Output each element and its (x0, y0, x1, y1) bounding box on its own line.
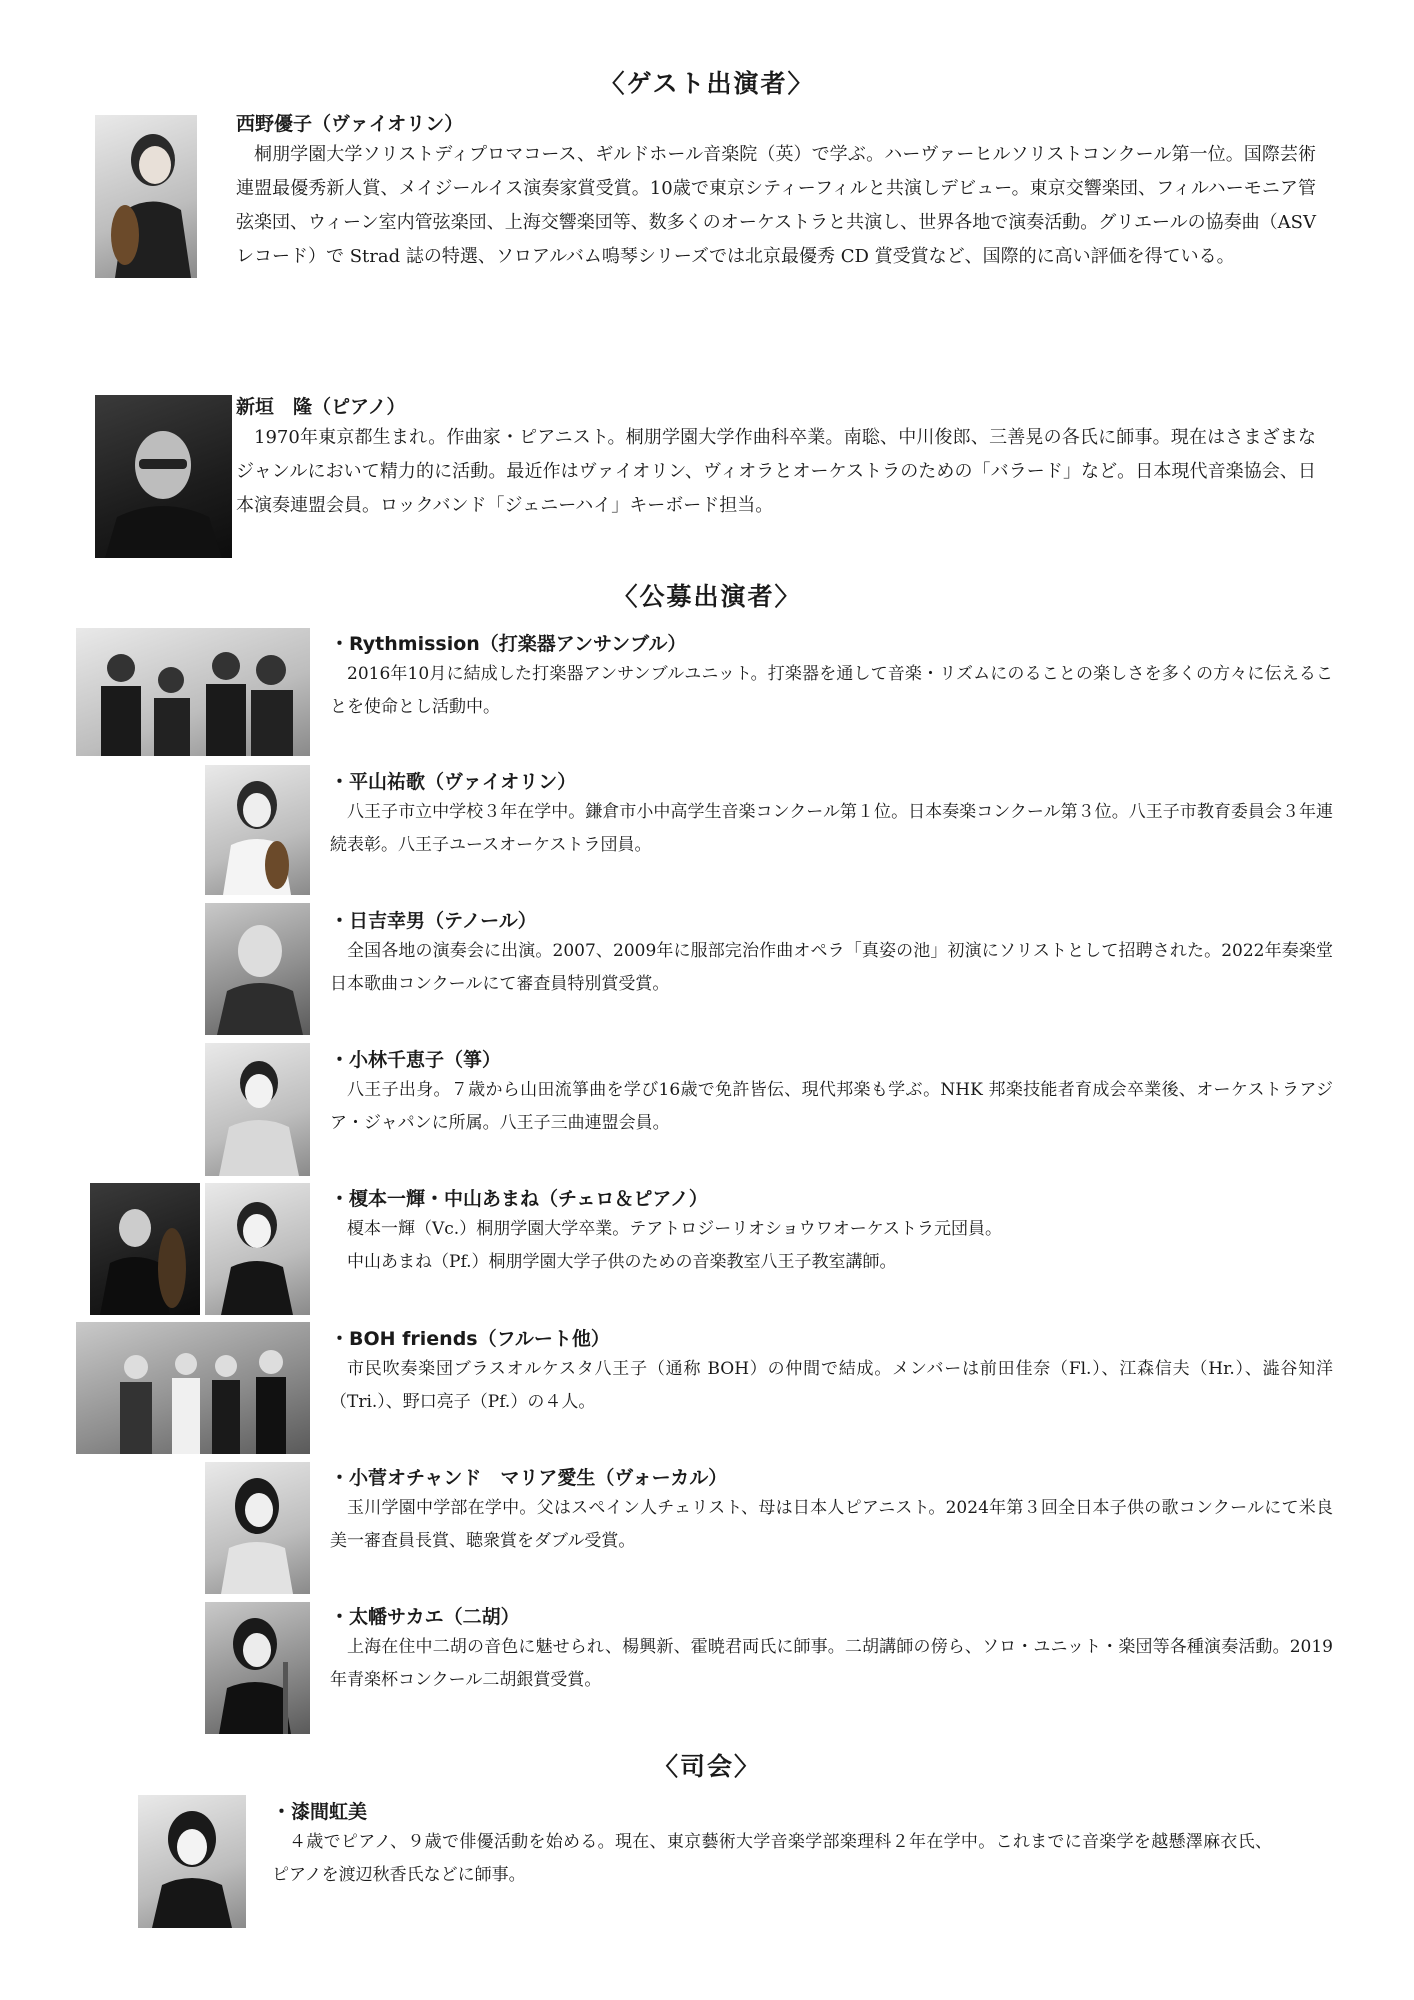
portrait-photo-urushima (138, 1795, 246, 1928)
section-title-mc: 〈司会〉 (652, 1752, 761, 1781)
performer-name: ・榎本一輝・中山あまね（チェロ＆ピアノ） (330, 1188, 708, 1210)
portrait-photo-nishino (95, 115, 197, 278)
performer-bio: 全国各地の演奏会に出演。2007、2009年に服部完治作曲オペラ「真姿の池」初演にソリストとして招聘された。2022年奏楽堂日本歌曲コンクールにて審査員特別賞受賞。 (330, 941, 1333, 994)
performer-bio: 市民吹奏楽団ブラスオルケスタ八王子（通称 BOH）の仲間で結成。メンバーは前田佳奈（Fl.）、江森信夫（Hr.）、澁谷知洋（Tri.）、野口亮子（Pf.）の４人。 (330, 1359, 1333, 1412)
portrait-photo-kosuge (205, 1462, 310, 1594)
guest-entry-nishino (236, 110, 1316, 274)
portrait-photo-hiyoshi (205, 903, 310, 1035)
performer-bio: 玉川学園中学部在学中。父はスペイン人チェリスト、母は日本人ピアニスト。2024年第３回全日本子供の歌コンクールにて米良美一審査員長賞、聴衆賞をダブル受賞。 (330, 1498, 1333, 1551)
performer-bio-line: 中山あまね（Pf.）桐朋学園大学子供のための音楽教室八王子教室講師。 (347, 1252, 897, 1272)
performer-name: 西野優子（ヴァイオリン） (236, 113, 464, 135)
performer-bio: 八王子市立中学校３年在学中。鎌倉市小中高学生音楽コンクール第１位。日本奏楽コンクール第３位。八王子市教育委員会３年連続表彰。八王子ユースオーケストラ団員。 (330, 802, 1333, 855)
performer-name: ・日吉幸男（テノール） (330, 910, 537, 932)
performer-bio: 八王子出身。７歳から山田流箏曲を学び16歳で免許皆伝、現代邦楽も学ぶ。NHK 邦楽技能者育成会卒業後、オーケストラアジア・ジャパンに所属。八王子三曲連盟会員。 (330, 1080, 1333, 1133)
mc-entry-urushima (272, 1798, 1272, 1892)
portrait-photo-nakayama (205, 1183, 310, 1315)
performer-entry-rythmission (330, 630, 1333, 724)
performer-entry-boh-friends (330, 1325, 1333, 1419)
portrait-photo-niigaki (95, 395, 232, 558)
performer-bio: 桐朋学園大学ソリストディプロマコース、ギルドホール音楽院（英）で学ぶ。ハーヴァーヒルソリストコンクール第一位。国際芸術連盟最優秀新人賞、メイジールイス演奏家賞受賞。10歳で東京シティーフィルと共演しデビュー。東京交響楽団、フィルハーモニア管弦楽団、ウィーン室内管弦楽団、上海交響楽団等、数多くのオーケストラと共演し、世界各地で演奏活動。グリエールの協奏曲（ASV レコード）で Strad 誌の特選、ソロアルバム鳴琴シリーズでは北京最優秀 CD 賞受賞など、国際的に高い評価を得ている。 (236, 144, 1316, 267)
mc-bio: ４歳でピアノ、９歳で俳優活動を始める。現在、東京藝術大学音楽学部楽理科２年在学中。これまでに音楽学を越懸澤麻衣氏、ピアノを渡辺秋香氏などに師事。 (272, 1832, 1272, 1885)
portrait-photo-kobayashi (205, 1043, 310, 1176)
section-title-public: 〈公募出演者〉 (612, 582, 802, 611)
performer-bio-line: 榎本一輝（Vc.）桐朋学園大学卒業。テアトロジーリオショウワオーケストラ元団員。 (347, 1219, 1003, 1239)
performer-name: ・BOH friends（フルート他） (330, 1328, 610, 1350)
portrait-photo-enomoto (90, 1183, 200, 1315)
section-title-guests: 〈ゲスト出演者〉 (599, 69, 815, 98)
performer-entry-kosuge (330, 1464, 1333, 1558)
performer-name: ・Rythmission（打楽器アンサンブル） (330, 633, 687, 655)
performer-name: ・小菅オチャンド マリア愛生（ヴォーカル） (330, 1467, 728, 1489)
performer-bio: 上海在住中二胡の音色に魅せられ、楊興新、霍暁君両氏に師事。二胡講師の傍ら、ソロ・ユニット・楽団等各種演奏活動。2019年青楽杯コンクール二胡銀賞受賞。 (330, 1637, 1333, 1690)
performer-bio: 2016年10月に結成した打楽器アンサンブルユニット。打楽器を通して音楽・リズムにのることの楽しさを多くの方々に伝えることを使命とし活動中。 (330, 664, 1333, 717)
performer-name: ・太幡サカエ（二胡） (330, 1606, 520, 1628)
performer-name: ・平山祐歌（ヴァイオリン） (330, 771, 577, 793)
guest-entry-niigaki (236, 393, 1316, 523)
performer-bio: 1970年東京都生まれ。作曲家・ピアニスト。桐朋学園大学作曲科卒業。南聡、中川俊郎、三善晃の各氏に師事。現在はさまざまなジャンルにおいて精力的に活動。最近作はヴァイオリン、ヴィオラとオーケストラのための「バラード」など。日本現代音楽協会、日本演奏連盟会員。ロックバンド「ジェニーハイ」キーボード担当。 (236, 427, 1316, 516)
performer-entry-enomoto-nakayama (330, 1185, 1333, 1279)
group-photo-boh-friends (76, 1322, 310, 1454)
performer-name: ・小林千恵子（箏） (330, 1049, 502, 1071)
portrait-photo-hirayama (205, 765, 310, 895)
performer-name: 新垣 隆（ピアノ） (236, 396, 406, 418)
group-photo-rythmission (76, 628, 310, 756)
mc-name: ・漆間虹美 (272, 1801, 368, 1823)
performer-entry-tabata (330, 1603, 1333, 1697)
performer-entry-hirayama (330, 768, 1333, 862)
portrait-photo-tabata (205, 1602, 310, 1734)
performer-entry-kobayashi (330, 1046, 1333, 1140)
performer-entry-hiyoshi (330, 907, 1333, 1001)
